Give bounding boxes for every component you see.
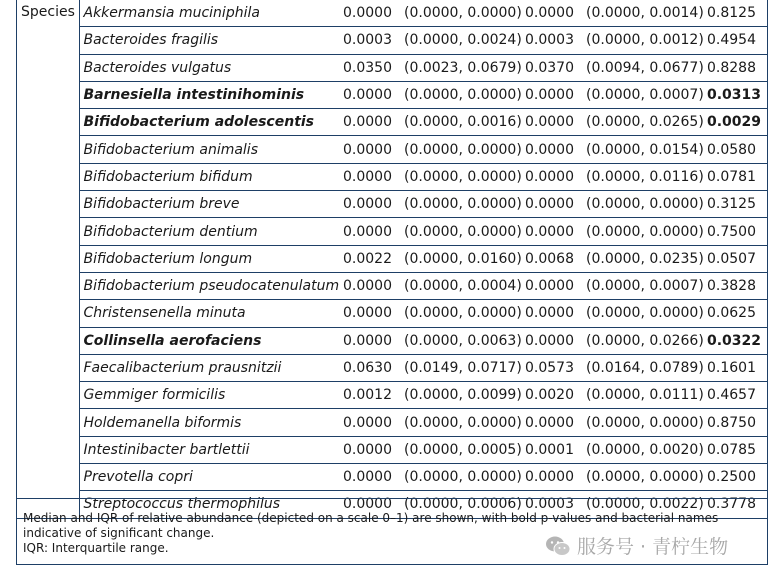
median-group1: 0.0000 xyxy=(341,163,402,190)
median-group2: 0.0000 xyxy=(523,218,584,245)
p-value: 0.8125 xyxy=(705,0,768,27)
species-name: Christensenella minuta xyxy=(79,300,341,327)
iqr-group2: (0.0000, 0.0000) xyxy=(584,191,705,218)
iqr-group1: (0.0000, 0.0000) xyxy=(402,191,523,218)
iqr-group2: (0.0000, 0.0000) xyxy=(584,300,705,327)
iqr-group1: (0.0000, 0.0000) xyxy=(402,464,523,491)
species-name: Barnesiella intestinihominis xyxy=(79,81,341,108)
species-name: Bifidobacterium animalis xyxy=(79,136,341,163)
table-row xyxy=(17,354,768,381)
p-value: 0.7500 xyxy=(705,218,768,245)
median-group2: 0.0000 xyxy=(523,163,584,190)
p-value: 0.8750 xyxy=(705,409,768,436)
table-row xyxy=(17,136,768,163)
species-name: Collinsella aerofaciens xyxy=(79,327,341,354)
table-row xyxy=(17,464,768,491)
median-group2: 0.0000 xyxy=(523,0,584,27)
table-row xyxy=(17,163,768,190)
iqr-group1: (0.0000, 0.0000) xyxy=(402,163,523,190)
p-value: 0.4657 xyxy=(705,382,768,409)
iqr-group1: (0.0000, 0.0099) xyxy=(402,382,523,409)
iqr-group2: (0.0000, 0.0235) xyxy=(584,245,705,272)
p-value: 0.0781 xyxy=(705,163,768,190)
median-group2: 0.0000 xyxy=(523,409,584,436)
table-row xyxy=(17,300,768,327)
iqr-group2: (0.0000, 0.0022) xyxy=(584,491,705,518)
p-value: 0.0625 xyxy=(705,300,768,327)
table-container xyxy=(16,0,768,565)
iqr-group2: (0.0000, 0.0014) xyxy=(584,0,705,27)
median-group1: 0.0000 xyxy=(341,300,402,327)
p-value: 0.4954 xyxy=(705,27,768,54)
p-value: 0.0580 xyxy=(705,136,768,163)
watermark-text: 服务号 · 青柠生物 xyxy=(577,536,729,558)
median-group1: 0.0000 xyxy=(341,409,402,436)
table-body xyxy=(17,0,768,518)
iqr-group1: (0.0000, 0.0000) xyxy=(402,0,523,27)
p-value: 0.0322 xyxy=(705,327,768,354)
median-group1: 0.0000 xyxy=(341,81,402,108)
species-name: Streptococcus thermophilus xyxy=(79,491,341,518)
p-value: 0.1601 xyxy=(705,354,768,381)
median-group1: 0.0000 xyxy=(341,327,402,354)
median-group2: 0.0000 xyxy=(523,191,584,218)
species-name: Holdemanella biformis xyxy=(79,409,341,436)
species-name: Bifidobacterium pseudocatenulatum xyxy=(79,272,341,299)
species-name: Bacteroides vulgatus xyxy=(79,54,341,81)
median-group2: 0.0068 xyxy=(523,245,584,272)
iqr-group2: (0.0000, 0.0012) xyxy=(584,27,705,54)
iqr-group1: (0.0000, 0.0000) xyxy=(402,409,523,436)
category-label: Species xyxy=(17,0,79,518)
median-group1: 0.0000 xyxy=(341,464,402,491)
median-group2: 0.0000 xyxy=(523,81,584,108)
species-name: Bifidobacterium bifidum xyxy=(79,163,341,190)
median-group1: 0.0000 xyxy=(341,191,402,218)
median-group2: 0.0370 xyxy=(523,54,584,81)
iqr-group2: (0.0000, 0.0000) xyxy=(584,218,705,245)
footnote-description: Median and IQR of relative abundance (depicted on a scale 0–1) are shown, with bold p-values and bacterial names indicative of significant change. xyxy=(23,511,719,540)
species-name: Bifidobacterium adolescentis xyxy=(79,109,341,136)
median-group2: 0.0000 xyxy=(523,272,584,299)
median-group2: 0.0001 xyxy=(523,436,584,463)
species-name: Bacteroides fragilis xyxy=(79,27,341,54)
species-name: Gemmiger formicilis xyxy=(79,382,341,409)
iqr-group1: (0.0000, 0.0000) xyxy=(402,218,523,245)
wechat-icon xyxy=(545,535,571,557)
species-name: Akkermansia muciniphila xyxy=(79,0,341,27)
iqr-group2: (0.0000, 0.0265) xyxy=(584,109,705,136)
median-group2: 0.0000 xyxy=(523,300,584,327)
median-group2: 0.0020 xyxy=(523,382,584,409)
median-group1: 0.0012 xyxy=(341,382,402,409)
p-value: 0.0785 xyxy=(705,436,768,463)
table-row xyxy=(17,245,768,272)
iqr-group1: (0.0000, 0.0063) xyxy=(402,327,523,354)
table-row xyxy=(17,409,768,436)
table-row xyxy=(17,109,768,136)
table-row xyxy=(17,382,768,409)
iqr-group2: (0.0000, 0.0007) xyxy=(584,272,705,299)
median-group2: 0.0000 xyxy=(523,109,584,136)
iqr-group2: (0.0000, 0.0116) xyxy=(584,163,705,190)
median-group1: 0.0000 xyxy=(341,218,402,245)
iqr-group2: (0.0000, 0.0111) xyxy=(584,382,705,409)
table-row xyxy=(17,272,768,299)
iqr-group2: (0.0164, 0.0789) xyxy=(584,354,705,381)
median-group1: 0.0000 xyxy=(341,109,402,136)
iqr-group1: (0.0000, 0.0004) xyxy=(402,272,523,299)
median-group2: 0.0003 xyxy=(523,491,584,518)
p-value: 0.0029 xyxy=(705,109,768,136)
median-group2: 0.0003 xyxy=(523,27,584,54)
median-group1: 0.0000 xyxy=(341,136,402,163)
median-group2: 0.0573 xyxy=(523,354,584,381)
table-row xyxy=(17,436,768,463)
iqr-group2: (0.0000, 0.0266) xyxy=(584,327,705,354)
iqr-group2: (0.0000, 0.0000) xyxy=(584,464,705,491)
median-group1: 0.0000 xyxy=(341,0,402,27)
table-row xyxy=(17,191,768,218)
table-row xyxy=(17,327,768,354)
species-name: Bifidobacterium longum xyxy=(79,245,341,272)
iqr-group1: (0.0000, 0.0000) xyxy=(402,136,523,163)
iqr-group1: (0.0000, 0.0000) xyxy=(402,300,523,327)
median-group1: 0.0000 xyxy=(341,272,402,299)
p-value: 0.2500 xyxy=(705,464,768,491)
species-name: Bifidobacterium dentium xyxy=(79,218,341,245)
median-group1: 0.0003 xyxy=(341,27,402,54)
median-group1: 0.0350 xyxy=(341,54,402,81)
iqr-group1: (0.0023, 0.0679) xyxy=(402,54,523,81)
iqr-group1: (0.0149, 0.0717) xyxy=(402,354,523,381)
footnote-abbreviation: IQR: Interquartile range. xyxy=(23,541,169,555)
median-group1: 0.0000 xyxy=(341,436,402,463)
iqr-group1: (0.0000, 0.0000) xyxy=(402,81,523,108)
median-group1: 0.0630 xyxy=(341,354,402,381)
iqr-group2: (0.0094, 0.0677) xyxy=(584,54,705,81)
median-group2: 0.0000 xyxy=(523,136,584,163)
median-group1: 0.0022 xyxy=(341,245,402,272)
table-row xyxy=(17,81,768,108)
species-name: Intestinibacter bartlettii xyxy=(79,436,341,463)
p-value: 0.0507 xyxy=(705,245,768,272)
iqr-group1: (0.0000, 0.0160) xyxy=(402,245,523,272)
iqr-group1: (0.0000, 0.0006) xyxy=(402,491,523,518)
abundance-table xyxy=(17,0,768,519)
iqr-group2: (0.0000, 0.0000) xyxy=(584,409,705,436)
p-value: 0.3778 xyxy=(705,491,768,518)
table-row xyxy=(17,0,768,27)
p-value: 0.8288 xyxy=(705,54,768,81)
iqr-group1: (0.0000, 0.0016) xyxy=(402,109,523,136)
table-row xyxy=(17,218,768,245)
species-name: Faecalibacterium prausnitzii xyxy=(79,354,341,381)
median-group2: 0.0000 xyxy=(523,327,584,354)
table-row xyxy=(17,27,768,54)
watermark xyxy=(545,532,728,559)
median-group2: 0.0000 xyxy=(523,464,584,491)
iqr-group1: (0.0000, 0.0024) xyxy=(402,27,523,54)
iqr-group2: (0.0000, 0.0154) xyxy=(584,136,705,163)
species-name: Prevotella copri xyxy=(79,464,341,491)
p-value: 0.0313 xyxy=(705,81,768,108)
p-value: 0.3125 xyxy=(705,191,768,218)
species-name: Bifidobacterium breve xyxy=(79,191,341,218)
table-row xyxy=(17,54,768,81)
iqr-group1: (0.0000, 0.0005) xyxy=(402,436,523,463)
iqr-group2: (0.0000, 0.0020) xyxy=(584,436,705,463)
p-value: 0.3828 xyxy=(705,272,768,299)
median-group1: 0.0000 xyxy=(341,491,402,518)
iqr-group2: (0.0000, 0.0007) xyxy=(584,81,705,108)
